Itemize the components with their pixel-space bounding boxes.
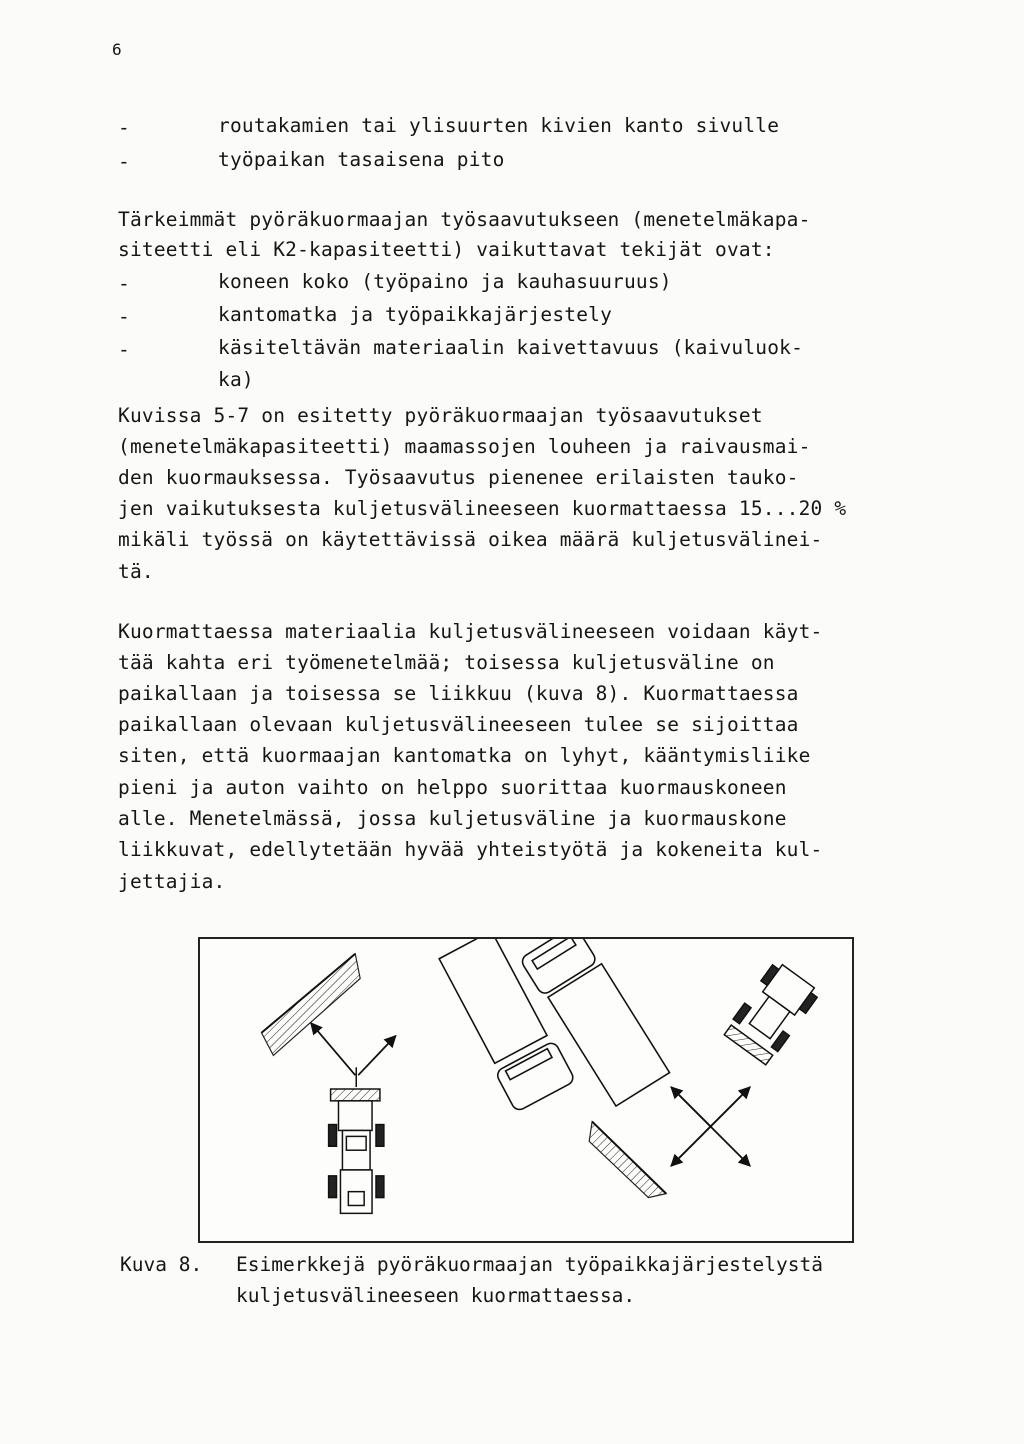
paragraph-line: paikallaan ja toisessa se liikkuu (kuva 8). Kuormattaessa (118, 682, 799, 705)
bullet-dash: - (118, 338, 130, 361)
paragraph-line: siten, että kuormaajan kantomatka on lyhyt, kääntymisliike (118, 744, 811, 767)
paragraph-line: alle. Menetelmässä, jossa kuljetusväline ja kuormauskone (118, 807, 787, 830)
page-number: 6 (112, 40, 122, 59)
paragraph-line: jettajia. (118, 870, 226, 893)
paragraph-line: pieni ja auton vaihto on helppo suorittaa kuormauskoneen (118, 776, 787, 799)
paragraph-line: Kuormattaessa materiaalia kuljetusvälineeseen voidaan käyt- (118, 620, 823, 643)
bullet-dash: - (118, 116, 130, 139)
bullet-dash: - (118, 272, 130, 295)
paragraph-line: liikkuvat, edellytetään hyvää yhteistyötä ja kokeneita kul- (118, 838, 823, 861)
list-item: kantomatka ja työpaikkajärjestely (218, 303, 613, 326)
paragraph-line: Tärkeimmät pyöräkuormaajan työsaavutukseen (menetelmäkapa- (118, 208, 811, 231)
paragraph-line: tä. (118, 560, 154, 583)
movement-arrows-right (671, 1087, 750, 1166)
loader-right (723, 960, 821, 1066)
loader-left (329, 1067, 384, 1213)
paragraph-line: Kuvissa 5-7 on esitetty pyöräkuormaajan työsaavutukset (118, 404, 763, 427)
list-item-continuation: ka) (218, 368, 254, 391)
figure-caption-line: kuljetusvälineeseen kuormattaessa. (236, 1284, 636, 1307)
bullet-dash: - (118, 150, 130, 173)
loading-diagram (200, 939, 852, 1241)
paragraph-line: tää kahta eri työmenetelmää; toisessa kuljetusväline on (118, 651, 775, 674)
paragraph-line: mikäli työssä on käytettävissä oikea määrä kuljetusvälinei- (118, 528, 823, 551)
stockpile-left (262, 954, 361, 1056)
bullet-dash: - (118, 305, 130, 328)
stockpile-right (589, 1122, 666, 1198)
paragraph-line: jen vaikutuksesta kuljetusvälineeseen kuormattaessa 15...20 % (118, 497, 847, 520)
paragraph-line: (menetelmäkapasiteetti) maamassojen louheen ja raivausmai- (118, 435, 811, 458)
list-item: työpaikan tasaisena pito (218, 148, 505, 171)
figure-loading-arrangements (198, 937, 854, 1243)
list-item: routakamien tai ylisuurten kivien kanto sivulle (218, 114, 780, 137)
list-item: koneen koko (työpaino ja kauhasuuruus) (218, 270, 672, 293)
paragraph-line: paikallaan olevaan kuljetusvälineeseen tulee se sijoittaa (118, 713, 799, 736)
paragraph-line: den kuormauksessa. Työsaavutus pienenee erilaisten tauko- (118, 466, 799, 489)
movement-arrows-left (311, 1023, 396, 1075)
figure-caption-label: Kuva 8. (120, 1253, 203, 1276)
list-item: käsiteltävän materiaalin kaivettavuus (kaivuluok- (218, 336, 804, 359)
paragraph-line: siteetti eli K2-kapasiteetti) vaikuttavat tekijät ovat: (118, 238, 775, 261)
figure-caption-line: Esimerkkejä pyöräkuormaajan työpaikkajärjestelystä (236, 1253, 823, 1276)
